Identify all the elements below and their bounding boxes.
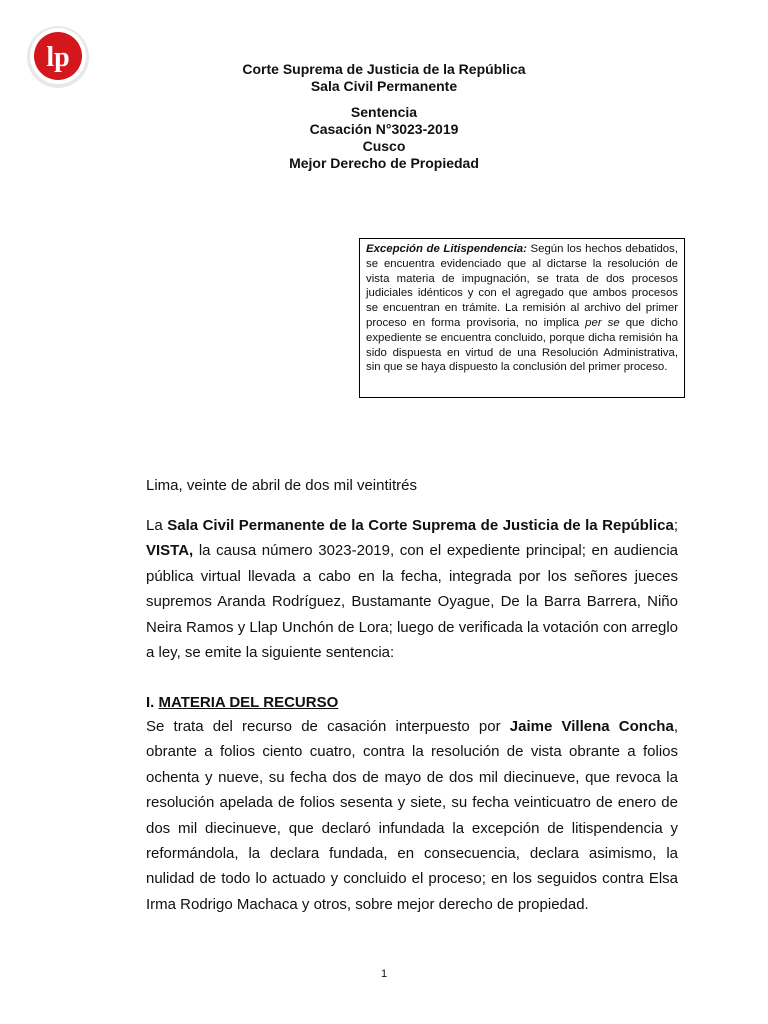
section-paragraph [146,714,678,917]
header-court-block [0,61,768,95]
section-numeral: I. [146,694,159,711]
intro-bold-court: Sala Civil Permanente de la Corte Suprema de Justicia de la República [167,517,674,534]
summary-italic: per se [585,316,620,329]
section-text-1: Se trata del recurso de casación interpuesto por [146,718,510,735]
summary-text-2: que dicho expediente se encuentra concluido, porque dicha remisión ha sido dispuesta en virtud de una Resolución Administrativa, sin que se haya dispuesto la conclusión del primer proceso. [366,316,678,374]
header-case-block [0,104,768,172]
chamber-name: Sala Civil Permanente [310,78,458,94]
summary-lead: Excepción de Litispendencia: [366,243,527,255]
intro-text-3: la causa número 3023-2019, con el expediente principal; en audiencia pública virtual llevada a cabo en la fecha, integrada por los señores jueces supremos Aranda Rodríguez, Bustamante Oyague, De la Barra Barrera, Niño Neira Ramos y Llap Unchón de Lora; luego de verificada la votación con arreglo a ley, se emite la siguiente sentencia: [146,542,678,662]
section-title [146,690,678,715]
logo-text: lp [46,42,70,73]
case-number: Casación N°3023-2019 [309,121,459,137]
document-type: Sentencia [350,104,418,120]
intro-paragraph [146,513,678,665]
section-bold-appellant: Jaime Villena Concha [509,718,674,735]
place-date: Lima, veinte de abril de dos mil veintitrés [146,477,417,494]
summary-box [359,238,685,398]
intro-text-1: La [146,517,168,534]
summary-text-1: Según los hechos debatidos, se encuentra evidenciado que al dictarse la resolución de vista materia de impugnación, se trata de dos procesos judiciales idénticos y con el agregado que ambos procesos se encuentran en trámite. La remisión al archivo del primer proceso en forma provisoria, no implica [366,243,678,329]
case-city: Cusco [362,138,406,154]
section-title-text: MATERIA DEL RECURSO [158,694,339,711]
court-name: Corte Suprema de Justicia de la República [242,61,526,77]
section-text-2: , obrante a folios ciento cuatro, contra la resolución de vista obrante a folios ochenta y nueve, su fecha dos de mayo de dos mil diecinueve, que revoca la resolución apelada de folios sesenta y siete, su fecha veinticuatro de enero de dos mil diecinueve, que declaró infundada la excepción de litispendencia y reformándola, la declara fundada, en consecuencia, declara asimismo, la nulidad de todo lo actuado y concluido el proceso; en los seguidos contra Elsa Irma Rodrigo Machaca y otros, sobre mejor derecho de propiedad. [146,718,678,913]
intro-bold-vista: VISTA, [146,542,194,560]
case-subject: Mejor Derecho de Propiedad [289,155,479,171]
intro-text-2: ; [673,517,678,534]
page-number: 1 [380,968,388,980]
